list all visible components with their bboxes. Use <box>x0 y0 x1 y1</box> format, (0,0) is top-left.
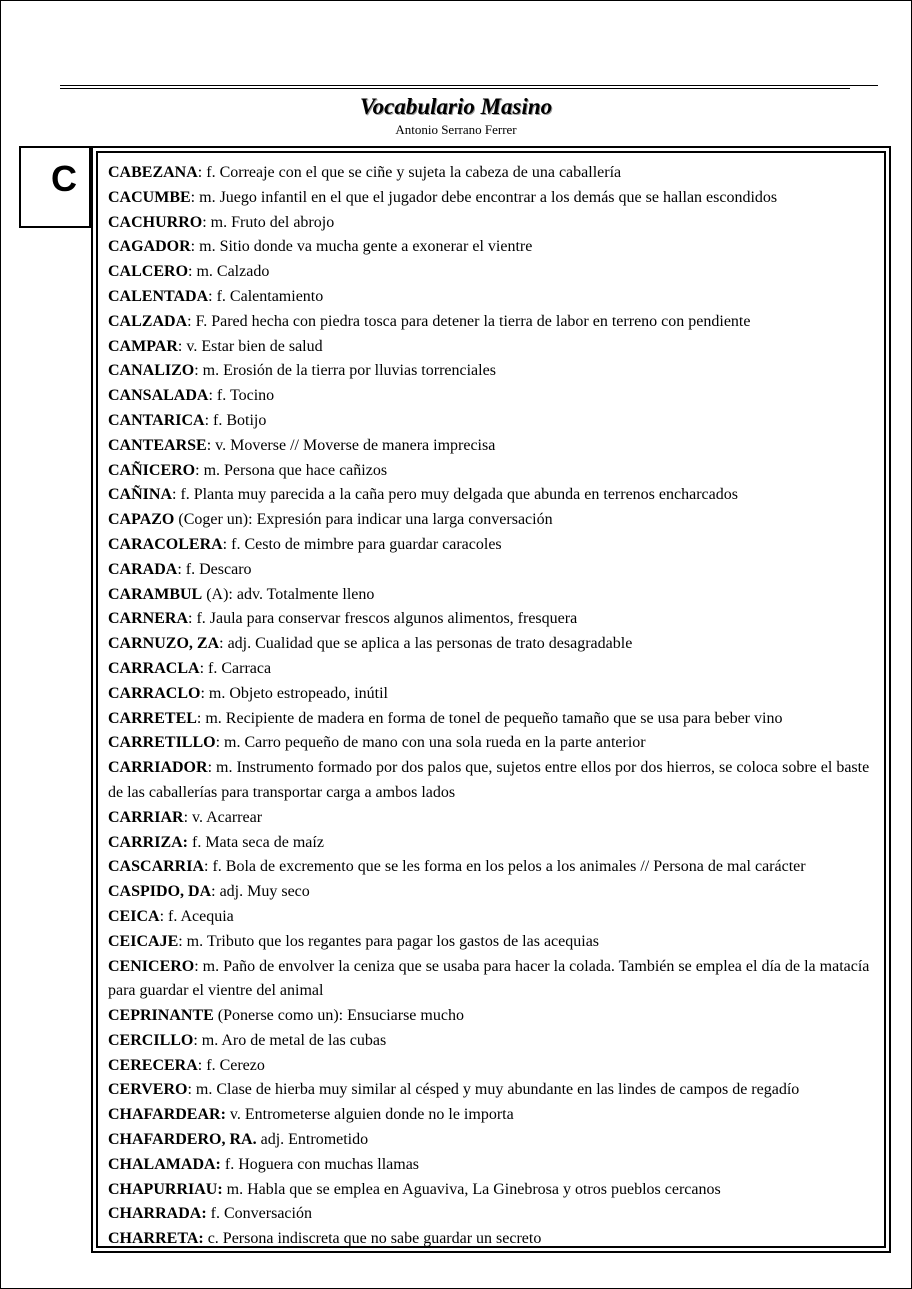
entry-term: CACHURRO <box>108 213 203 231</box>
entry-definition: f. Conversación <box>206 1205 312 1223</box>
section-letter: C <box>51 158 77 199</box>
entry-definition: : adj. Cualidad que se aplica a las personas de trato desagradable <box>219 635 633 653</box>
vocabulary-entry <box>108 731 876 756</box>
entry-definition: : m. Recipiente de madera en forma de tonel de pequeño tamaño que se usa para beber vino <box>196 709 783 727</box>
vocabulary-entry <box>108 359 876 384</box>
entry-definition: : f. Tocino <box>208 387 275 405</box>
vocabulary-entry <box>108 1153 876 1178</box>
entry-term: CALCERO <box>108 263 189 281</box>
entry-term: CARRETEL <box>108 709 197 727</box>
entry-term: CARADA <box>108 560 178 578</box>
vocabulary-entry <box>108 558 876 583</box>
vocabulary-entry <box>108 533 876 558</box>
vocabulary-entry <box>108 583 876 608</box>
vocabulary-entry <box>108 1004 876 1029</box>
vocabulary-entry <box>108 1178 876 1203</box>
entry-term: CHARRETA: <box>108 1230 204 1248</box>
entry-definition: : m. Sitio donde va mucha gente a exonerar el vientre <box>190 238 533 256</box>
entry-definition: f. Hoguera con muchas llamas <box>220 1155 420 1173</box>
entry-term: CANSALADA <box>108 387 209 405</box>
vocabulary-entry <box>108 607 876 632</box>
entry-definition: : f. Bola de excremento que se les forma en los pelos a los animales // Persona de mal carácter <box>204 858 806 876</box>
entry-definition: f. Mata seca de maíz <box>188 833 324 851</box>
entry-term: CANTEARSE <box>108 436 207 454</box>
entry-definition: : m. Aro de metal de las cubas <box>193 1031 387 1049</box>
entry-term: CACUMBE <box>108 188 191 206</box>
vocabulary-entry <box>108 409 876 434</box>
section-letter-box <box>19 146 91 228</box>
entry-term: CEICAJE <box>108 932 179 950</box>
entry-definition: : m. Persona que hace cañizos <box>195 461 388 479</box>
entry-term: CALENTADA <box>108 287 209 305</box>
entry-definition: c. Persona indiscreta que no sabe guardar un secreto <box>203 1230 542 1248</box>
entry-term: CARRACLA <box>108 659 200 677</box>
entry-definition: : m. Calzado <box>188 263 270 281</box>
entry-definition: : m. Paño de envolver la ceniza que se usaba para hacer la colada. También se emplea el día de la matacía para guardar el vientre del animal <box>108 957 870 1000</box>
entry-definition: : F. Pared hecha con piedra tosca para detener la tierra de labor en terreno con pendiente <box>187 312 751 330</box>
entry-term: CARNERA <box>108 610 188 628</box>
vocabulary-entry <box>108 459 876 484</box>
entry-definition: : f. Cerezo <box>197 1056 265 1074</box>
entry-definition: : f. Descaro <box>177 560 252 578</box>
entry-definition: : m. Juego infantil en el que el jugador debe encontrar a los demás que se hallan escondidos <box>190 188 778 206</box>
entry-term: CARRIADOR <box>108 759 208 777</box>
header-rule <box>60 85 878 86</box>
vocabulary-entry <box>108 756 876 806</box>
entry-definition: : m. Instrumento formado por dos palos que, sujetos entre ellos por dos hierros, se coloca sobre el baste de las caballerías para transportar carga a ambos lados <box>108 759 870 801</box>
vocabulary-entry <box>108 483 876 508</box>
vocabulary-entry <box>108 161 876 186</box>
entry-definition: : m. Tributo que los regantes para pagar los gastos de las acequias <box>178 932 600 950</box>
entries-frame <box>91 146 891 1253</box>
vocabulary-entry <box>108 855 876 880</box>
entry-definition: v. Entrometerse alguien donde no le importa <box>225 1106 514 1124</box>
entry-term: CAÑICERO <box>108 461 196 479</box>
entry-term: CHARRADA: <box>108 1205 207 1223</box>
entry-term: CHALAMADA: <box>108 1155 221 1173</box>
entry-term: CHAFARDERO, RA. <box>108 1131 257 1149</box>
entry-term: CERCILLO <box>108 1031 194 1049</box>
entry-term: CARNUZO, ZA <box>108 635 220 653</box>
vocabulary-entry <box>108 384 876 409</box>
entry-term: CERECERA <box>108 1056 198 1074</box>
entry-definition: : v. Estar bien de salud <box>177 337 323 355</box>
vocabulary-entry <box>108 1029 876 1054</box>
vocabulary-entry <box>108 508 876 533</box>
entry-term: CAGADOR <box>108 238 191 256</box>
entry-term: CARRACLO <box>108 684 201 702</box>
entry-definition: : m. Clase de hierba muy similar al césped y muy abundante en las lindes de campos de regadío <box>187 1081 800 1099</box>
vocabulary-entry <box>108 335 876 360</box>
entry-definition: : adj. Muy seco <box>211 883 310 901</box>
entry-term: CASPIDO, DA <box>108 883 212 901</box>
vocabulary-entry <box>108 186 876 211</box>
entry-definition: : m. Objeto estropeado, inútil <box>200 684 388 702</box>
vocabulary-entry <box>108 1054 876 1079</box>
vocabulary-entry <box>108 211 876 236</box>
entry-term: CALZADA <box>108 312 188 330</box>
entry-term: CAÑINA <box>108 486 172 504</box>
entry-definition: (A): adv. Totalmente lleno <box>202 585 375 603</box>
vocabulary-entry <box>108 806 876 831</box>
vocabulary-entry <box>108 1202 876 1227</box>
vocabulary-entry <box>108 657 876 682</box>
entry-definition: : f. Acequia <box>159 907 234 925</box>
vocabulary-entry <box>108 955 876 1005</box>
entries-inner-frame <box>96 151 886 1248</box>
entry-term: CEICA <box>108 907 160 925</box>
entry-term: CARRIAR <box>108 808 184 826</box>
vocabulary-entry <box>108 831 876 856</box>
entry-term: CABEZANA <box>108 164 198 181</box>
vocabulary-entry <box>108 905 876 930</box>
entry-definition: : f. Cesto de mimbre para guardar caracoles <box>222 535 502 553</box>
entry-definition: : v. Acarrear <box>183 808 263 826</box>
entry-definition: (Ponerse como un): Ensuciarse mucho <box>213 1007 464 1025</box>
header-rule-inner <box>60 88 850 89</box>
document-author: Antonio Serrano Ferrer <box>395 122 517 137</box>
vocabulary-entry <box>108 285 876 310</box>
vocabulary-entry <box>108 235 876 260</box>
entry-definition: : m. Erosión de la tierra por lluvias torrenciales <box>194 362 496 380</box>
entry-definition: : v. Moverse // Moverse de manera imprecisa <box>206 436 496 454</box>
entry-term: CHAFARDEAR: <box>108 1106 226 1124</box>
entry-definition: : f. Calentamiento <box>208 287 324 305</box>
entry-term: CAMPAR <box>108 337 178 355</box>
entry-definition: : f. Carraca <box>199 659 272 677</box>
vocabulary-entry <box>108 682 876 707</box>
entry-term: CENICERO <box>108 957 195 975</box>
entry-term: CANTARICA <box>108 411 205 429</box>
entry-definition: : m. Fruto del abrojo <box>202 213 335 231</box>
vocabulary-entry <box>108 1103 876 1128</box>
entry-definition: : f. Jaula para conservar frescos algunos alimentos, fresquera <box>188 610 578 628</box>
entry-term: CHAPURRIAU: <box>108 1180 223 1198</box>
entry-term: CASCARRIA <box>108 858 205 876</box>
vocabulary-entry <box>108 1128 876 1153</box>
vocabulary-entry <box>108 632 876 657</box>
entry-definition: : m. Carro pequeño de mano con una sola rueda en la parte anterior <box>215 734 646 752</box>
vocabulary-entry <box>108 260 876 285</box>
entry-definition: : f. Correaje con el que se ciñe y sujeta la cabeza de una caballería <box>197 164 622 181</box>
entry-term: CARRIZA: <box>108 833 188 851</box>
document-title: Vocabulario Masino <box>359 94 553 119</box>
entry-definition: adj. Entrometido <box>256 1131 369 1149</box>
entry-definition: : f. Planta muy parecida a la caña pero muy delgada que abunda en terrenos encharcados <box>172 486 738 504</box>
entry-term: CAPAZO <box>108 511 175 529</box>
vocabulary-entry <box>108 434 876 459</box>
entry-definition: : f. Botijo <box>204 411 267 429</box>
vocabulary-entry <box>108 930 876 955</box>
entry-term: CARACOLERA <box>108 535 223 553</box>
vocabulary-entry <box>108 880 876 905</box>
entry-term: CERVERO <box>108 1081 188 1099</box>
vocabulary-entry <box>108 1078 876 1103</box>
entry-term: CARAMBUL <box>108 585 203 603</box>
vocabulary-entry <box>108 707 876 732</box>
entry-term: CANALIZO <box>108 362 195 380</box>
vocabulary-list <box>108 161 876 1252</box>
entry-definition: (Coger un): Expresión para indicar una larga conversación <box>174 511 553 529</box>
entry-term: CARRETILLO <box>108 734 216 752</box>
entry-definition: m. Habla que se emplea en Aguaviva, La Ginebrosa y otros pueblos cercanos <box>222 1180 721 1198</box>
entry-term: CEPRINANTE <box>108 1007 214 1025</box>
vocabulary-entry <box>108 1227 876 1252</box>
vocabulary-entry <box>108 310 876 335</box>
